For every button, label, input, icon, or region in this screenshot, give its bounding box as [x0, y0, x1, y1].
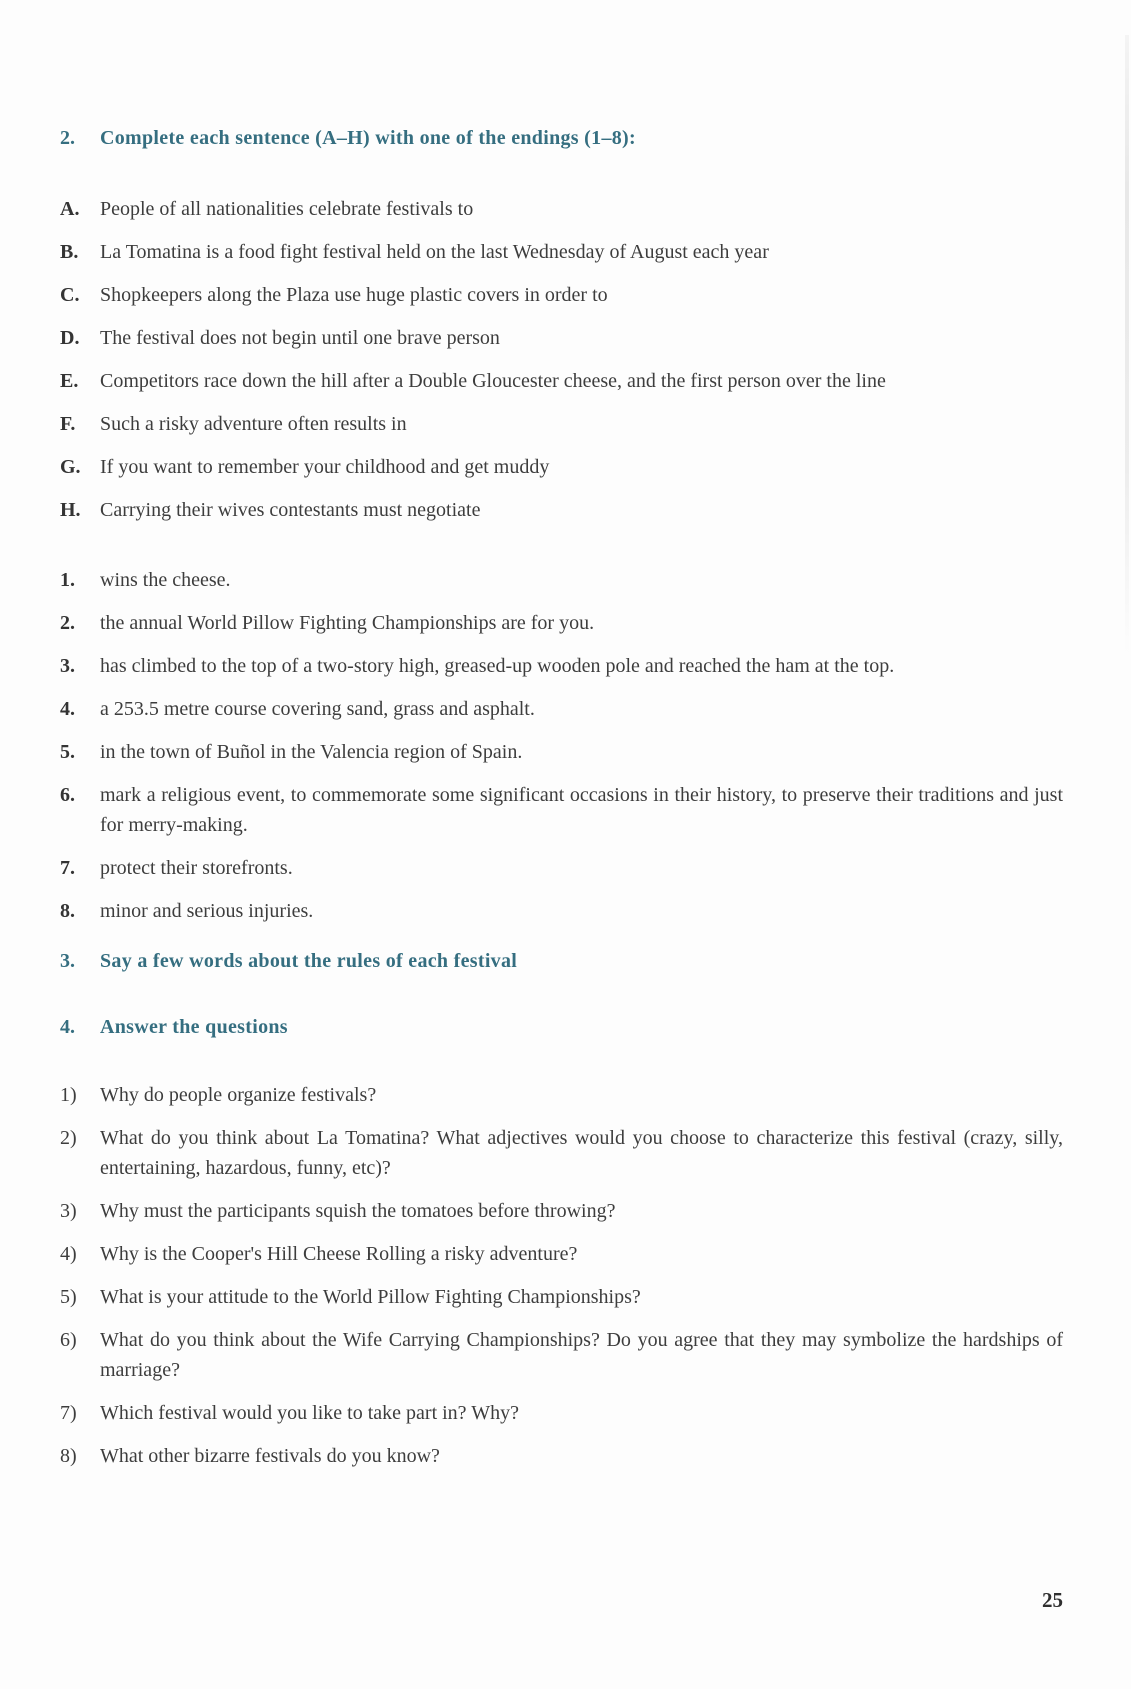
- exercise-4-number: 4.: [60, 1016, 75, 1038]
- ending-text: protect their storefronts.: [100, 857, 293, 879]
- ending-text: wins the cheese.: [100, 569, 231, 591]
- ending-item-5: [60, 737, 1063, 767]
- exercise-4-heading: [60, 1012, 1063, 1042]
- question-text: What other bizarre festivals do you know?: [100, 1445, 440, 1467]
- ending-text: in the town of Buñol in the Valencia region of Spain.: [100, 741, 523, 763]
- question-label: 1): [60, 1084, 77, 1106]
- sentence-item-f: [60, 409, 1063, 439]
- exercise-3-title: Say a few words about the rules of each festival: [100, 950, 518, 972]
- exercise-3-number: 3.: [60, 950, 75, 972]
- exercise-2-title: Complete each sentence (A–H) with one of the endings (1–8):: [100, 127, 636, 149]
- sentence-text: People of all nationalities celebrate festivals to: [100, 198, 474, 220]
- question-text: Which festival would you like to take part in? Why?: [100, 1402, 519, 1424]
- question-item-5: [60, 1282, 1063, 1312]
- sentence-item-g: [60, 452, 1063, 482]
- sentence-text: Carrying their wives contestants must negotiate: [100, 499, 481, 521]
- question-item-3: [60, 1196, 1063, 1226]
- sentence-options-list: [60, 194, 1063, 525]
- sentence-label: H.: [60, 499, 81, 521]
- ending-item-1: [60, 565, 1063, 595]
- sentence-label: E.: [60, 370, 79, 392]
- sentence-label: F.: [60, 413, 76, 435]
- sentence-item-b: [60, 237, 1063, 267]
- exercise-3-heading: [60, 946, 1063, 976]
- sentence-label: D.: [60, 327, 80, 349]
- sentence-text: La Tomatina is a food fight festival held on the last Wednesday of August each year: [100, 241, 769, 263]
- exercise-4-title: Answer the questions: [100, 1016, 288, 1038]
- exercise-2-heading: [60, 123, 1063, 153]
- question-item-4: [60, 1239, 1063, 1269]
- question-label: 5): [60, 1286, 77, 1308]
- ending-text: mark a religious event, to commemorate some significant occasions in their history, to preserve their traditions and just for merry-making.: [100, 784, 1063, 836]
- ending-label: 7.: [60, 857, 75, 879]
- ending-text: a 253.5 metre course covering sand, grass and asphalt.: [100, 698, 535, 720]
- scan-edge-artifact: [1125, 35, 1129, 655]
- question-text: What do you think about La Tomatina? What adjectives would you choose to characterize this festival (crazy, silly, entertaining, hazardous, funny, etc)?: [100, 1127, 1063, 1179]
- sentence-label: A.: [60, 198, 80, 220]
- sentence-label: G.: [60, 456, 81, 478]
- sentence-text: Shopkeepers along the Plaza use huge plastic covers in order to: [100, 284, 608, 306]
- question-item-6: [60, 1325, 1063, 1385]
- ending-label: 4.: [60, 698, 75, 720]
- page-number: 25: [1042, 1588, 1063, 1612]
- exercise-2-number: 2.: [60, 127, 75, 149]
- ending-item-4: [60, 694, 1063, 724]
- question-item-2: [60, 1123, 1063, 1183]
- ending-item-8: [60, 896, 1063, 926]
- sentence-item-a: [60, 194, 1063, 224]
- question-text: What is your attitude to the World Pillow Fighting Championships?: [100, 1286, 641, 1308]
- ending-item-6: [60, 780, 1063, 840]
- ending-label: 3.: [60, 655, 75, 677]
- ending-item-3: [60, 651, 1063, 681]
- sentence-label: B.: [60, 241, 79, 263]
- sentence-text: If you want to remember your childhood and get muddy: [100, 456, 550, 478]
- question-label: 4): [60, 1243, 77, 1265]
- question-label: 8): [60, 1445, 77, 1467]
- sentence-text: The festival does not begin until one brave person: [100, 327, 500, 349]
- ending-label: 8.: [60, 900, 75, 922]
- sentence-item-h: [60, 495, 1063, 525]
- question-label: 3): [60, 1200, 77, 1222]
- question-label: 6): [60, 1329, 77, 1351]
- ending-item-7: [60, 853, 1063, 883]
- question-label: 2): [60, 1127, 77, 1149]
- questions-list: [60, 1080, 1063, 1471]
- question-item-8: [60, 1441, 1063, 1471]
- ending-label: 1.: [60, 569, 75, 591]
- ending-text: minor and serious injuries.: [100, 900, 314, 922]
- ending-label: 5.: [60, 741, 75, 763]
- ending-label: 2.: [60, 612, 75, 634]
- ending-text: has climbed to the top of a two-story high, greased-up wooden pole and reached the ham at the top.: [100, 655, 895, 677]
- sentence-item-e: [60, 366, 1063, 396]
- sentence-label: C.: [60, 284, 80, 306]
- question-text: Why do people organize festivals?: [100, 1084, 377, 1106]
- sentence-item-c: [60, 280, 1063, 310]
- ending-label: 6.: [60, 784, 75, 806]
- sentence-text: Such a risky adventure often results in: [100, 413, 407, 435]
- endings-list: [60, 565, 1063, 926]
- question-item-1: [60, 1080, 1063, 1110]
- sentence-text: Competitors race down the hill after a Double Gloucester cheese, and the first person over the line: [100, 370, 886, 392]
- sentence-item-d: [60, 323, 1063, 353]
- question-text: Why is the Cooper's Hill Cheese Rolling a risky adventure?: [100, 1243, 578, 1265]
- question-text: Why must the participants squish the tomatoes before throwing?: [100, 1200, 616, 1222]
- ending-text: the annual World Pillow Fighting Championships are for you.: [100, 612, 595, 634]
- question-label: 7): [60, 1402, 77, 1424]
- ending-item-2: [60, 608, 1063, 638]
- question-item-7: [60, 1398, 1063, 1428]
- question-text: What do you think about the Wife Carrying Championships? Do you agree that they may symbolize the hardships of marriage?: [100, 1329, 1063, 1381]
